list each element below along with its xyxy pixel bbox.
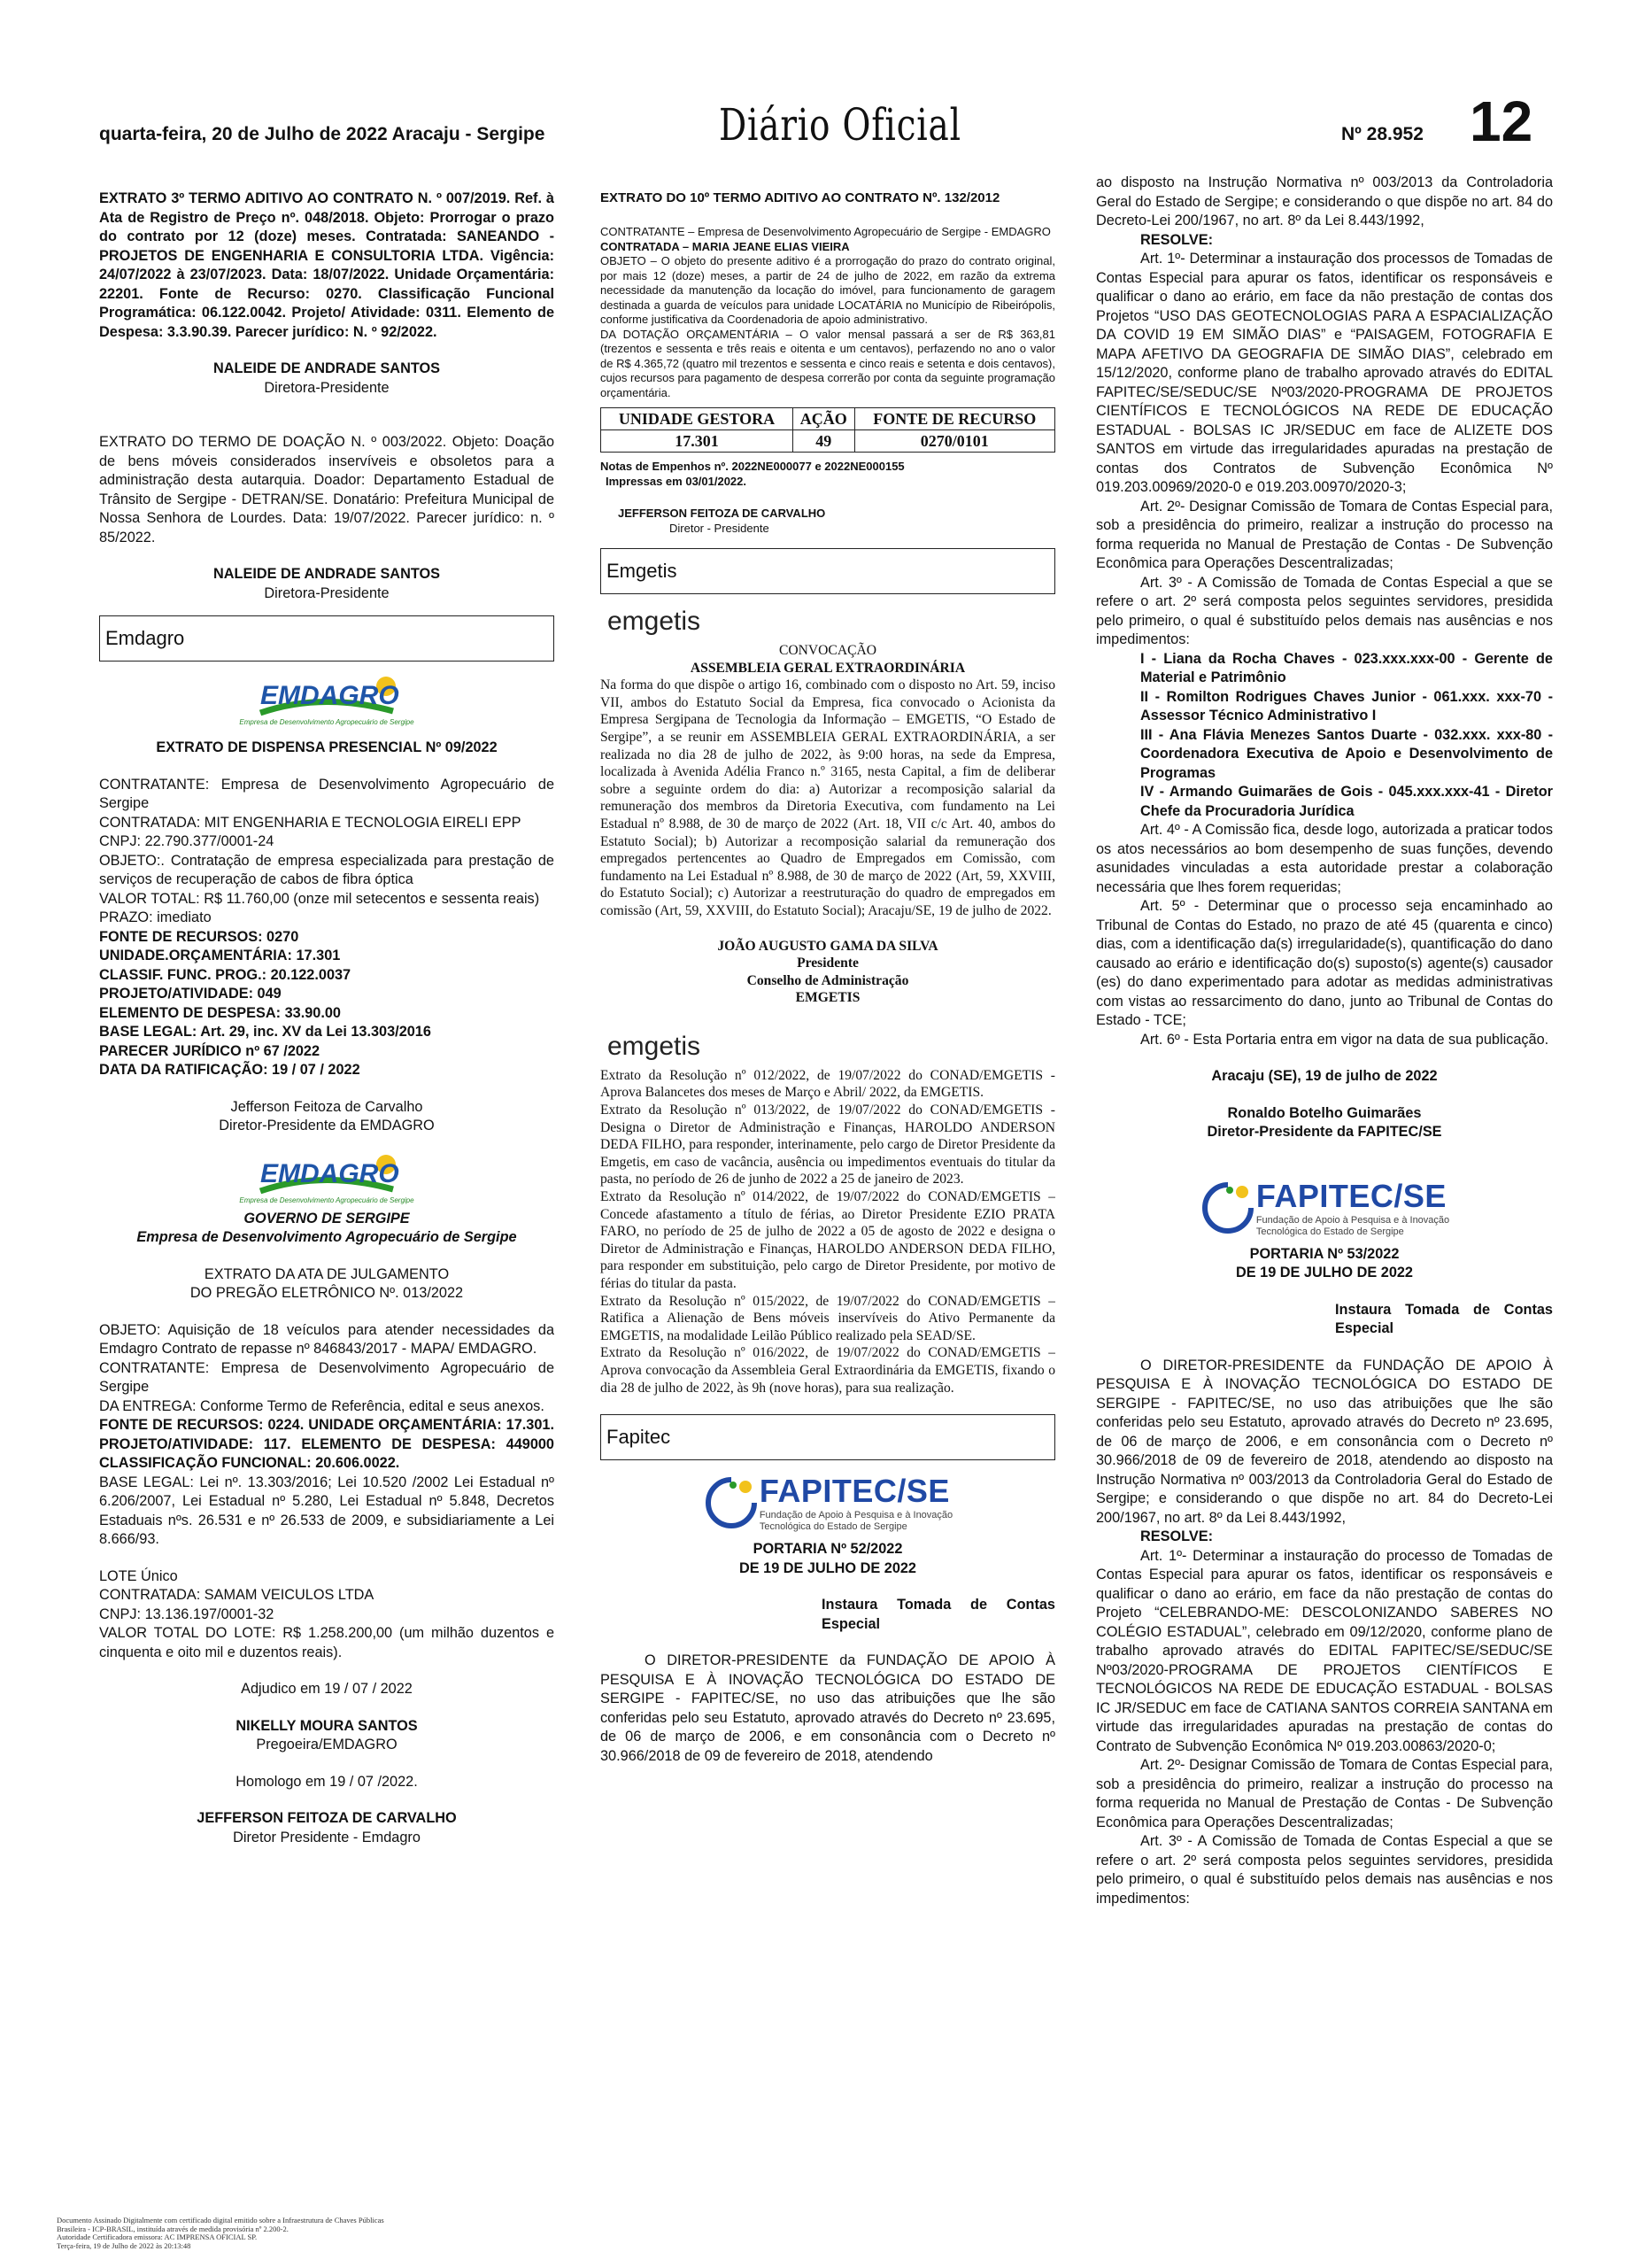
field-parecer: PARECER JURÍDICO nº 67 /2022 <box>99 1042 320 1059</box>
footer-line: Documento Assinado Digitalmente com certificado digital emitido sobre a Infraestrutura de Chaves Públicas <box>57 2216 384 2224</box>
emdagro-logo-2 <box>99 1152 554 1204</box>
logo-word: EMDAGRO <box>260 1158 399 1188</box>
fapitec-globe-icon <box>1200 1180 1256 1236</box>
table-header-row <box>601 408 1055 430</box>
fapitec-sub: Fundação de Apoio à Pesquisa e à Inovação <box>1255 1214 1450 1226</box>
instaura-label: Instaura Tomada de Contas Especial <box>822 1597 1055 1632</box>
pregao-base: BASE LEGAL: Lei nº. 13.303/2016; Lei 10.520 /2002 Lei Estadual nº 6.206/2007, Lei Estadual nº 5.280, Lei Estadual nº 5.848, Decretos Estaduais nºs. 26.531 e nº 26.533 de 2009, e subsidiariamente a Lei 8.666/93. <box>99 1474 554 1547</box>
logo-subtitle: Empresa de Desenvolvimento Agropecuário de Sergipe <box>239 718 414 726</box>
field-valor: VALOR TOTAL: R$ 11.760,00 (onze mil setecentos e sessenta reais) <box>99 890 540 907</box>
table-row <box>601 430 1055 453</box>
member-3: III - Ana Flávia Menezes Santos Duarte - 032.xxx. xxx-80 - Coordenadora Executiva de Apoio e Desenvolvimento de Programas <box>1140 726 1553 781</box>
portaria-date: DE 19 DE JULHO DE 2022 <box>1236 1265 1413 1281</box>
adjudico: Adjudico em 19 / 07 / 2022 <box>241 1681 413 1697</box>
table-header: FONTE DE RECURSO <box>854 408 1054 430</box>
extrato-doacao: EXTRATO DO TERMO DE DOAÇÃO N. º 003/2022. Objeto: Doação de bens móveis considerados inservíveis e obsoletos para a administração desta autarquia. Doador: Departamento Estadual de Trânsito de Sergipe - DETRAN/SE. Donatário: Prefeitura Municipal de Nossa Senhora de Lourdes. Data: 19/07/2022. Parecer jurídico: n. º 85/2022. <box>99 434 554 545</box>
footer-line: Autoridade Certificadora emissora: AC IMPRENSA OFICIAL SP. <box>57 2232 258 2241</box>
art-1: Art. 1º- Determinar a instauração do processo de Tomadas de Contas Especial para apurar os fatos, identificar os responsáveis e qualificar o dano ao erário, em face da não prestação de contas do Projeto “CELEBRANDO-ME: DESCOLONIZANDO SABERES NO COLÉGIO ESTADUAL”, celebrado em 09/12/2020, conforme plano de trabalho aprovado através do EDITAL FAPITEC/SE/SEDUC/SE Nº03/2020-PROGRAMA DE PROJETOS CIENTÍFICOS E TECNOLÓGICOS NA REDE DE EDUCAÇÃO ESTADUAL - BOLSAS IC JR/SEDUC em face de CATIANA SANTOS CORREIA SANTANA em virtude das irregularidades apuradas na prestação de contas do Contrato de Subvenção Econômica Nº 019.203.00863/2020-0; <box>1096 1547 1553 1754</box>
signature-name: JEFFERSON FEITOZA DE CARVALHO <box>618 507 826 520</box>
budget-table <box>600 407 1055 453</box>
resolucao-014: Extrato da Resolução nº 014/2022, de 19/07/2022 do CONAD/EMGETIS – Concede afastamento a título de férias, ao Diretor Presidente EZIO PRATA FARO, no período de 25 de julho de 2022 a 05 de agosto de 2022 e designa o Diretor de Administração e Finanças, HAROLDO ANDERSON DEDA FILHO, para responder em substituição, pelo cargo de Diretor Presidente, por motivo de férias do titular da pasta. <box>600 1189 1055 1291</box>
convocacao-body: Na forma do que dispõe o artigo 16, combinado com o disposto no Art. 59, inciso VII, ambos do Estatuto Social da Empresa, fica convocado o Acionista da Empresa Sergipana de Tecnologia da Informação – EMGETIS, “O Estado de Sergipe”, a se reunir em ASSEMBLEIA GERAL EXTRAORDINÁRIA, a ser realizada no dia 28 de julho de 2022, às 9:00 horas, na sede da Empresa, localizada à Avenida Adélia Franco n.º 3165, nesta Capital, a fim de deliberar sobre a seguinte ordem do dia: a) Autorizar a recomposição salarial da remuneração dos membros da Diretoria Executiva, com fundamento na Lei Estadual nº 8.988, de 30 de março de 2022 (Art. 18, VII c/c Art. 40, ambos do Estatuto Social); b) Autorizar a recomposição salarial da remuneração dos empregados pertencentes ao Quadro de Empregados em Comissão, com fundamento na Lei Estadual nº 8.988, de 30 de março de 2022 (Art, 59, XXVIII, do Estatuto Social); c) Autorizar a reestruturação do quadro de empregados em comissão (Art, 59, XXVIII, do Estatuto Social); Aracaju/SE, 19 de julho de 2022. <box>600 677 1055 918</box>
header-date: quarta-feira, 20 de Julho de 2022 Aracaju - Sergipe <box>99 124 545 144</box>
signature-name: NALEIDE DE ANDRADE SANTOS <box>213 360 440 376</box>
contratante: CONTRATANTE – Empresa de Desenvolvimento Agropecuário de Sergipe - EMDAGRO <box>600 225 1051 238</box>
resolve: RESOLVE: <box>1140 231 1214 248</box>
table-header: UNIDADE GESTORA <box>601 408 793 430</box>
pregao-contratada: CONTRATADA: SAMAM VEICULOS LTDA <box>99 1587 374 1603</box>
resolucao-013: Extrato da Resolução nº 013/2022, de 19/07/2022 do CONAD/EMGETIS - Designa o Diretor de Administração e Finanças, HAROLDO ANDERSON DEDA FILHO, para responder, interinamente, pelo cargo de Diretor Presidente da Emgetis, em caso de vacância, ausência ou impedimentos eventuais do titular da pasta, no período de 26 de junho de 2022 a 25 de janeiro de 2023. <box>600 1103 1055 1188</box>
table-header: AÇÃO <box>793 408 854 430</box>
portaria-number: PORTARIA Nº 52/2022 <box>753 1541 903 1558</box>
place-date: Aracaju (SE), 19 de julho de 2022 <box>1211 1068 1438 1084</box>
signature-name: Jefferson Feitoza de Carvalho <box>230 1098 423 1115</box>
pregao-valor: VALOR TOTAL DO LOTE: R$ 1.258.200,00 (um milhão duzentos e cinquenta e oito mil e duzentos reais). <box>99 1625 554 1660</box>
intro: ao disposto na Instrução Normativa nº 003/2013 da Controladoria Geral do Estado de Sergipe; e considerando o que dispõe no art. 84 do Decreto-Lei 200/1967, no art. 8º da Lei 8.443/1992, <box>1096 174 1553 228</box>
instaura-label: Instaura Tomada de Contas Especial <box>1335 1301 1553 1336</box>
art-6: Art. 6º - Esta Portaria entra em vigor na data de sua publicação. <box>1140 1031 1549 1048</box>
fapitec-logo <box>600 1473 1055 1533</box>
footer-signature-note <box>57 2217 517 2250</box>
table-cell: 0270/0101 <box>854 430 1054 453</box>
portaria-body: O DIRETOR-PRESIDENTE da FUNDAÇÃO DE APOIO À PESQUISA E À INOVAÇÃO TECNOLÓGICA DO ESTADO DE SERGIPE - FAPITEC/SE, no uso das atribuições que lhe são conferidas pelo seu Estatuto, aprovado através do Decreto nº 23.695, de 06 de março de 2006, e em consonância com o Decreto nº 30.966/2018 de 09 de fevereiro de 2018, atendendo <box>600 1652 1055 1764</box>
signature-org: EMGETIS <box>795 990 861 1006</box>
field-prazo: PRAZO: imediato <box>99 909 212 925</box>
signature-name: NIKELLY MOURA SANTOS <box>235 1717 418 1734</box>
signature-role: Diretor - Presidente <box>669 521 769 535</box>
footer-line: Terça-feira, 19 de Julho de 2022 às 20:13:48 <box>57 2240 191 2250</box>
resolucao-016: Extrato da Resolução nº 016/2022, de 19/07/2022 do CONAD/EMGETIS – Aprova convocação da Assembleia Geral Extraordinária da EMGETIS, fixando o dia 28 de julho de 2022, às 9h (nove horas), para sua realização. <box>600 1345 1055 1396</box>
pregao-objeto: OBJETO: Aquisição de 18 veículos para atender necessidades da Emdagro Contrato de repasse nº 846843/2017 - MAPA/ EMDAGRO. <box>99 1321 554 1357</box>
impressas: Impressas em 03/01/2022. <box>606 474 747 488</box>
pregao-entrega: DA ENTREGA: Conforme Termo de Referência, edital e seus anexos. <box>99 1397 544 1414</box>
convocacao-subtitle: ASSEMBLEIA GERAL EXTRAORDINÁRIA <box>690 660 966 676</box>
fapitec-title: FAPITEC/SE <box>759 1473 950 1510</box>
section-label: Emdagro <box>105 627 185 649</box>
signature-name: JOÃO AUGUSTO GAMA DA SILVA <box>717 938 938 954</box>
portaria-date: DE 19 DE JULHO DE 2022 <box>739 1559 916 1576</box>
field-objeto: OBJETO:. Contratação de empresa especializada para prestação de serviços de recuperação de cabos de fibra óptica <box>99 852 554 887</box>
dotacao: DA DOTAÇÃO ORÇAMENTÁRIA – O valor mensal passará a ser de R$ 363,81 (trezentos e sessenta e três reais e oitenta e um centavos), perfazendo no ano o valor de R$ 4.365,72 (quatro mil trezentos e sessenta e cinco reais e setenta e dois centavos), cujos recursos para pagamento de despesa correrão por conta da seguinte programação orçamentária. <box>600 327 1055 399</box>
pregao-cnpj: CNPJ: 13.136.197/0001-32 <box>99 1605 274 1622</box>
extrato-aditivo-007: EXTRATO 3º TERMO ADITIVO AO CONTRATO N. º 007/2019. Ref. à Ata de Registro de Preço nº. 048/2018. Objeto: Prorrogar o prazo do contrato por 12 (doze) meses. Contratada: SANEANDO -PROJETOS DE ENGENHARIA E CONSULTORIA LTDA. Vigência: 24/07/2022 à 23/07/2023. Data: 18/07/2022. Unidade Orçamentária: 22201. Fonte de Recurso: 0270. Classificação Funcional Programática: 06.122.0042. Projeto/ Atividade: 0311. Elemento de Despesa: 3.3.90.39. Parecer jurídico: N. º 92/2022. <box>99 190 554 340</box>
field-classif: CLASSIF. FUNC. PROG.: 20.122.0037 <box>99 966 351 983</box>
art-1: Art. 1º- Determinar a instauração dos processos de Tomadas de Contas Especial para apurar os fatos, identificar os responsáveis e qualificar o dano ao erário, em face da não prestação de contas dos Projetos “USO DAS GEOTECNOLOGIAS PARA A ESPACIALIZAÇÃO DA COVID 19 EM SIMÃO DIAS” e “PAISAGEM, FOTOGRAFIA E MAPA AFETIVO DA GEOGRAFIA DE SIMÃO DIAS”, celebrado em 15/12/2020, conforme plano de trabalho aprovado através do EDITAL FAPITEC/SE/SEDUC/SE Nº03/2020-PROGRAMA DE PROJETOS CIENTÍFICOS E TECNOLÓGICOS NA REDE DE EDUCAÇÃO ESTADUAL - BOLSAS IC JR/SEDUC em face de ALIZETE DOS SANTOS em virtude das irregularidades apuradas na prestação de contas dos Contratos de Subvenção Econômica Nº 019.203.00969/2020-0 e 019.203.00970/2020-3; <box>1096 251 1553 495</box>
convocacao-title: CONVOCAÇÃO <box>778 643 877 658</box>
pregao-contratante: CONTRATANTE: Empresa de Desenvolvimento Agropecuário de Sergipe <box>99 1359 554 1395</box>
contratada: CONTRATADA – MARIA JEANE ELIAS VIEIRA <box>600 239 850 253</box>
signature-role: Diretora-Presidente <box>264 584 390 601</box>
signature-role: Presidente <box>797 956 859 971</box>
ata-title-1: EXTRATO DA ATA DE JULGAMENTO <box>204 1265 450 1282</box>
edition-number: Nº 28.952 <box>1341 124 1424 144</box>
member-1: I - Liana da Rocha Chaves - 023.xxx.xxx-00 - Gerente de Material e Patrimônio <box>1140 650 1553 685</box>
signature-role: Diretor-Presidente da EMDAGRO <box>219 1118 435 1134</box>
field-base: BASE LEGAL: Art. 29, inc. XV da Lei 13.303/2016 <box>99 1024 431 1040</box>
objeto: OBJETO – O objeto do presente aditivo é a prorrogação do prazo do contrato original, por mais 12 (doze) meses, a partir de 24 de julho de 2022, em razão da extrema necessidade da manutenção da locação do imóvel, para funcionamento de garagem destinada a guarda de veículos para unidade LOCATÁRIA no Município de Ribeirópolis, conforme justificativa da Coordenadoria de apoio administrativo. <box>600 254 1055 326</box>
section-header-emdagro <box>99 615 554 662</box>
field-cnpj: CNPJ: 22.790.377/0001-24 <box>99 833 274 849</box>
section-label: Emgetis <box>606 560 677 582</box>
signature-role: Diretor-Presidente da FAPITEC/SE <box>1207 1124 1442 1140</box>
signature-name: Ronaldo Botelho Guimarães <box>1227 1104 1422 1121</box>
resolucao-015: Extrato da Resolução nº 015/2022, de 19/07/2022 do CONAD/EMGETIS – Ratifica a Alienação de Bens móveis inservíveis do Ativo Permanente da EMGETIS, na modalidade Leilão Público realizado pela SEAD/SE. <box>600 1293 1055 1343</box>
homologo: Homologo em 19 / 07 /2022. <box>235 1773 418 1790</box>
extrato-dispensa-title: EXTRATO DE DISPENSA PRESENCIAL Nº 09/2022 <box>156 739 498 755</box>
signature-role: Diretor Presidente - Emdagro <box>233 1829 421 1845</box>
section-label: Fapitec <box>606 1426 671 1449</box>
art-2: Art. 2º- Designar Comissão de Tomara de Contas Especial para, sob a presidência do primeiro, realizar a instrução do processo na forma requerida no Manual de Prestação de Contas - De Subvenção Econômica para Operações Descentralizadas; <box>1096 1757 1553 1830</box>
pregao-fonte: FONTE DE RECURSOS: 0224. UNIDADE ORÇAMENTÁRIA: 17.301. PROJETO/ATIVIDADE: 117. ELEMENTO DE DESPESA: 449000 CLASSIFICAÇÃO FUNCIONAL: 20.606.0022. <box>99 1417 554 1471</box>
section-header-emgetis <box>600 548 1055 594</box>
member-2: II - Romilton Rodrigues Chaves Junior - 061.xxx. xxx-70 - Assessor Técnico Administrativo I <box>1140 688 1553 723</box>
fapitec-logo <box>1096 1178 1553 1238</box>
column-2 <box>600 190 1055 2226</box>
portaria-body: O DIRETOR-PRESIDENTE da FUNDAÇÃO DE APOIO À PESQUISA E À INOVAÇÃO TECNOLÓGICA DO ESTADO DE SERGIPE - FAPITEC/SE, no uso das atribuições que lhe são conferidas pelo seu Estatuto, aprovado através do Decreto nº 23.695, de 06 de março de 2006, e em consonância com o Decreto nº 30.966/2018 de 09 de fevereiro de 2018, atendendo ao disposto na Instrução Normativa nº 003/2013 da Controladoria Geral do Estado de Sergipe; e considerando o que dispõe no art. 84 do Decreto-Lei 200/1967, no art. 8º da Lei 8.443/1992, <box>1096 1357 1553 1526</box>
signature-role: Pregoeira/EMDAGRO <box>256 1737 398 1752</box>
field-contratante: CONTRATANTE: Empresa de Desenvolvimento Agropecuário de Sergipe <box>99 776 554 811</box>
art-3: Art. 3º - A Comissão de Tomada de Contas Especial a que se refere o art. 2º será composta pelos seguintes servidores, presidida pelo primeiro, o qual é substituído pelos demais nas ausências e nos impedimentos: <box>1096 1833 1553 1907</box>
art-3: Art. 3º - A Comissão de Tomada de Contas Especial a que se refere o art. 2º será composta pelos seguintes servidores, presidida pelo primeiro, o qual é substituído pelos demais nas ausências e nos impedimentos: <box>1096 574 1553 647</box>
newspaper-title: Diário Oficial <box>719 99 961 151</box>
governo-sub: Empresa de Desenvolvimento Agropecuário de Sergipe <box>136 1229 517 1245</box>
logo-subtitle: Empresa de Desenvolvimento Agropecuário de Sergipe <box>239 1195 414 1204</box>
art-4: Art. 4º - A Comissão fica, desde logo, autorizada a praticar todos os atos necessários ao bom desempenho de suas funções, devendo asunidades vinculadas a esta autoridade prestar a colaboração necessária que lhes forem requeridas; <box>1096 822 1553 895</box>
resolve: RESOLVE: <box>1140 1528 1214 1544</box>
fapitec-sub: Fundação de Apoio à Pesquisa e à Inovação <box>759 1510 953 1521</box>
member-4: IV - Armando Guimarães de Gois - 045.xxx.xxx-41 - Diretor Chefe da Procuradoria Jurídica <box>1140 784 1553 819</box>
page-number: 12 <box>1470 89 1533 153</box>
portaria-number: PORTARIA Nº 53/2022 <box>1249 1245 1400 1262</box>
footer-line: Brasileira - ICP-BRASIL, instituída através de medida provisória nº 2.200-2. <box>57 2224 289 2233</box>
governo-sergipe: GOVERNO DE SERGIPE <box>243 1210 410 1226</box>
field-contratada: CONTRATADA: MIT ENGENHARIA E TECNOLOGIA EIRELI EPP <box>99 814 521 831</box>
art-5: Art. 5º - Determinar que o processo seja encaminhado ao Tribunal de Contas do Estado, no prazo de até 45 (quarenta e cinco) dias, com a identificação da(s) irregularidade(s), quantificação do dano causado ao erário e identificação do(s) suposto(s) agente(s) causador (es) do dano experimentado para adotar as medidas administrativas com vistas ao ressarcimento do dano, junto ao Tribunal de Contas do Estado - TCE; <box>1096 898 1553 1028</box>
emdagro-logo-icon <box>251 674 402 718</box>
ata-title-2: DO PREGÃO ELETRÔNICO Nº. 013/2022 <box>189 1285 464 1301</box>
fapitec-globe-icon <box>703 1474 760 1531</box>
column-1 <box>99 190 554 2226</box>
fapitec-sub: Tecnológica do Estado de Sergipe <box>1255 1226 1404 1237</box>
emdagro-logo-icon <box>251 1152 402 1196</box>
section-header-fapitec <box>600 1414 1055 1460</box>
field-projeto: PROJETO/ATIVIDADE: 049 <box>99 986 282 1002</box>
emgetis-logo: emgetis <box>607 607 701 636</box>
field-data: DATA DA RATIFICAÇÃO: 19 / 07 / 2022 <box>99 1062 360 1078</box>
notas-empenho: Notas de Empenhos nº. 2022NE000077 e 2022NE000155 <box>600 460 905 473</box>
field-unidade: UNIDADE.ORÇAMENTÁRIA: 17.301 <box>99 948 341 963</box>
table-cell: 49 <box>793 430 854 453</box>
art-2: Art. 2º- Designar Comissão de Tomara de Contas Especial para, sob a presidência do primeiro, realizar a instrução do processo na forma requerida no Manual de Prestação de Contas - De Subvenção Econômica para Operações Descentralizadas; <box>1096 498 1553 571</box>
signature-role: Diretora-Presidente <box>264 379 390 396</box>
field-elemento: ELEMENTO DE DESPESA: 33.90.00 <box>99 1004 341 1021</box>
column-3 <box>1096 174 1553 2210</box>
fapitec-title: FAPITEC/SE <box>1255 1177 1447 1214</box>
signature-name: JEFFERSON FEITOZA DE CARVALHO <box>197 1810 457 1826</box>
fapitec-sub: Tecnológica do Estado de Sergipe <box>759 1521 907 1533</box>
emgetis-logo-2: emgetis <box>607 1031 701 1061</box>
emdagro-logo <box>99 674 554 726</box>
field-fonte: FONTE DE RECURSOS: 0270 <box>99 928 299 945</box>
logo-word: EMDAGRO <box>260 681 399 710</box>
signature-name: NALEIDE DE ANDRADE SANTOS <box>213 566 440 582</box>
table-cell: 17.301 <box>601 430 793 453</box>
extrato-10-aditivo-title: EXTRATO DO 10º TERMO ADITIVO AO CONTRATO Nº. 132/2012 <box>600 190 1000 205</box>
signature-org: Conselho de Administração <box>746 972 909 988</box>
pregao-lote: LOTE Único <box>99 1567 178 1584</box>
resolucao-012: Extrato da Resolução nº 012/2022, de 19/07/2022 do CONAD/EMGETIS - Aprova Balancetes dos meses de Março e Abril/ 2022, da EMGETIS. <box>600 1067 1055 1101</box>
